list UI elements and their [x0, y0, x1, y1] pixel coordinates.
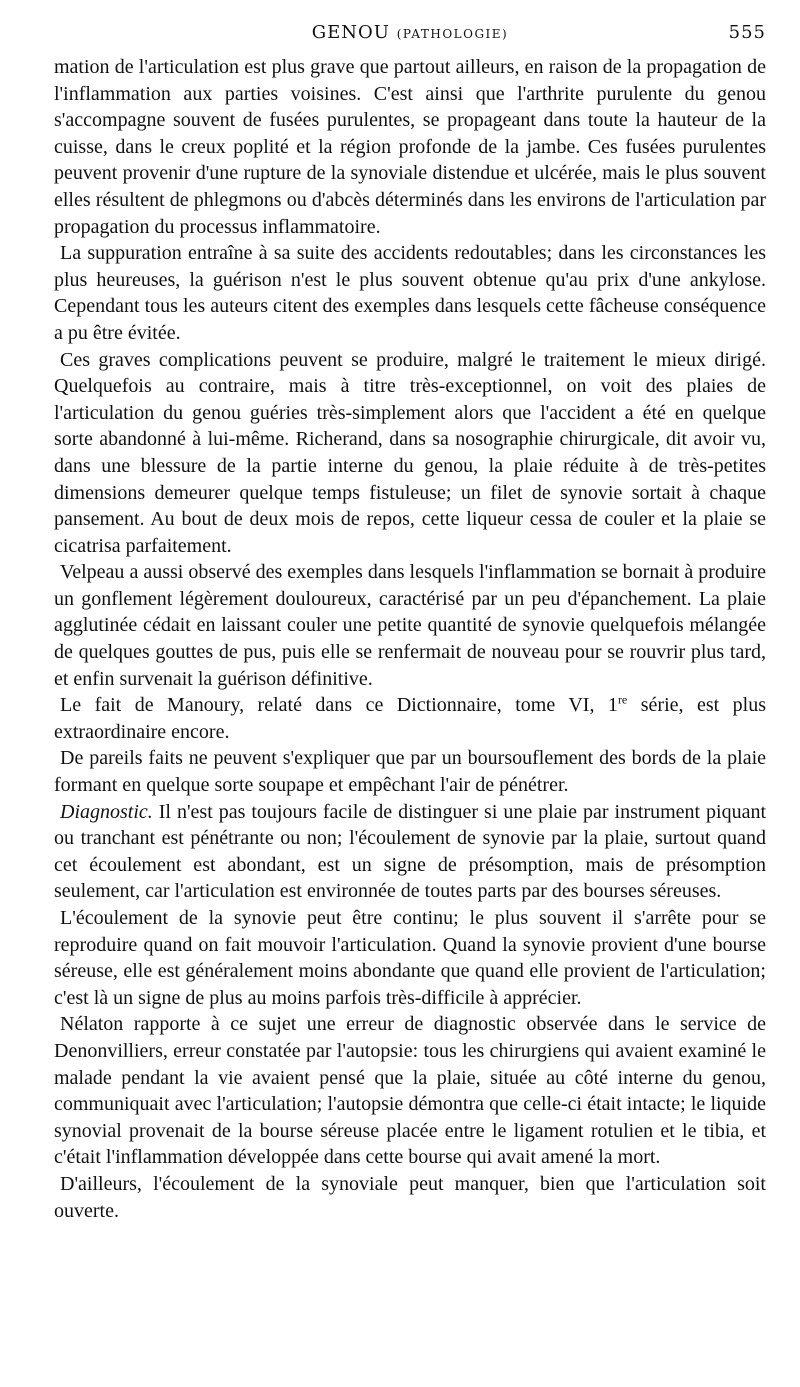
section-label-diagnostic: Diagnostic. — [60, 800, 153, 823]
paragraph-text: n'est pas toujours facile de distinguer si une plaie par instrument piquant ou tranchant est pénétrante ou non; l'écoulement de synovie par la plaie, surtout quand cet écoulement est abondant, est un signe de présomption, mais de présomption seulement, car l'articulation est environnée de toutes parts par des bourses séreuses. — [54, 800, 767, 903]
running-head-title: GENOU — [311, 22, 390, 43]
body-text — [54, 54, 766, 1224]
paragraph: De pareils faits ne peuvent s'expliquer que par un boursouflement des bords de la plaie formant en quelque sorte soupape et empêchant l'air de pénétrer. — [54, 747, 766, 797]
running-head — [54, 22, 766, 43]
page-number: 555 — [728, 22, 766, 43]
paragraph-text: série, est plus extraordinaire encore. — [54, 694, 767, 743]
paragraph: Velpeau a aussi observé des exemples dans lesquels l'inflammation se bornait à produire un gonflement légèrement douloureux, caractérisé par un peu d'épanchement. La plaie agglutinée cédait en laissant couler une petite quantité de synovie quelquefois mélangée de quelques gouttes de pus, puis elle se renfermait de nouveau pour se rouvrir plus tard, et enfin survenait la guérison définitive. — [54, 561, 766, 690]
paragraph: D'ailleurs, l'écoulement de la synoviale peut manquer, bien que l'articulation soit ouverte. — [54, 1172, 766, 1222]
paragraph-diagnostic — [54, 799, 766, 905]
paragraph: Ces graves complications peuvent se produire, malgré le traitement le mieux dirigé. Quelquefois au contraire, mais à titre très-exceptionnel, on voit des plaies de l'articulation du genou guéries très-simplement alors que l'accident a été en quelque sorte abandonné à lui-même. Richerand, dans sa nosographie chirurgicale, dit avoir vu, dans une blessure de la partie interne du genou, la plaie réduite à de très-petites dimensions demeurer quelque temps fistuleuse; un filet de synovie sortait à chaque pansement. Au bout de deux mois de repos, cette liqueur cessa de couler et la plaie se cicatrisa parfaitement. — [54, 348, 766, 557]
paragraph: mation de l'articulation est plus grave que partout ailleurs, en raison de la propagation de l'inflammation aux parties voisines. C'est ainsi que l'arthrite purulente du genou s'accompagne souvent de fusées purulentes, se propageant dans toute la hauteur de la cuisse, dans le creux poplité et la région profonde de la jambe. Ces fusées purulentes peuvent provenir d'une rupture de la synoviale distendue et ulcérée, mais le plus souvent elles résultent de phlegmons ou d'abcès déterminés dans les environs de l'articulation par propagation du processus inflammatoire. — [54, 56, 766, 238]
running-head-subtitle: (PATHOLOGIE) — [396, 27, 509, 41]
superscript: re — [617, 692, 628, 707]
paragraph: L'écoulement de la synovie peut être continu; le plus souvent il s'arrête pour se reproduire quand on fait mouvoir l'articulation. Quand la synovie provient d'une bourse séreuse, elle est généralement moins abondante que quand elle provient de l'articulation; c'est là un signe de plus au moins parfois très-difficile à apprécier. — [54, 907, 766, 1009]
paragraph-text: Le fait de Manoury, relaté dans ce Dictionnaire, tome VI, 1 — [60, 694, 618, 717]
paragraph: La suppuration entraîne à sa suite des accidents redoutables; dans les circonstances les plus heureuses, la guérison n'est le plus souvent obtenue qu'au prix d'une ankylose. Cependant tous les auteurs citent des exemples dans lesquels cette fâcheuse conséquence a pu être évitée. — [54, 242, 766, 344]
page-header — [54, 22, 766, 50]
paragraph-manoury — [54, 692, 766, 745]
paragraph: Nélaton rapporte à ce sujet une erreur de diagnostic observée dans le service de Denonvilliers, erreur constatée par l'autopsie: tous les chirurgiens qui avaient examiné le malade pendant la vie avaient pensé que la plaie, située au côté interne du genou, communiquait avec l'articulation; l'autopsie démontra que celle-ci était intacte; le liquide synovial provenait de la bourse séreuse placée entre le ligament rotulien et le tibia, et c'était l'inflammation développée dans cette bourse qui avait amené la mort. — [54, 1013, 766, 1169]
paragraph-text: Il — [152, 800, 177, 823]
